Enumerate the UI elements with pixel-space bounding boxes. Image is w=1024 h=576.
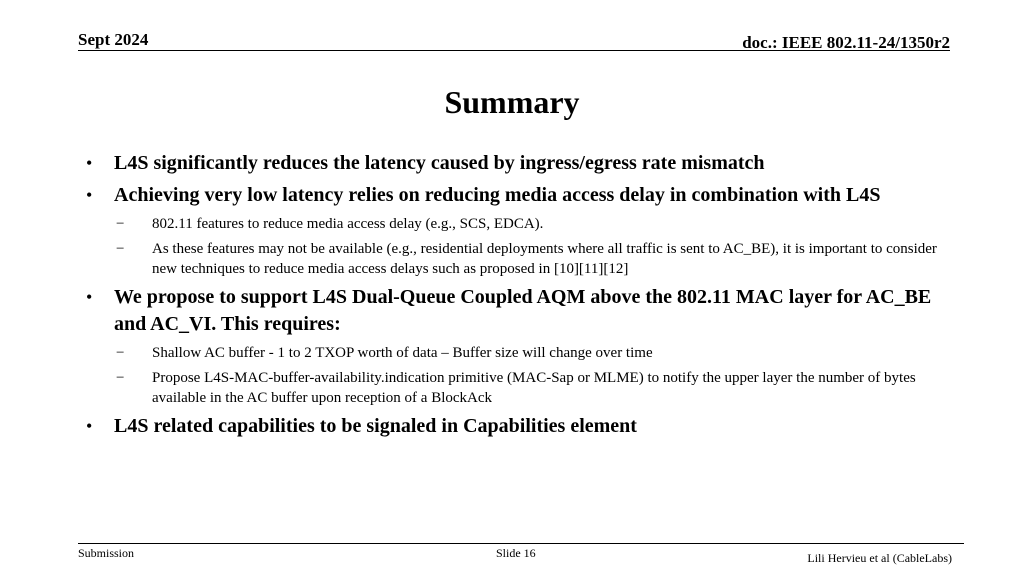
bullet-text: L4S significantly reduces the latency caused by ingress/egress rate mismatch (114, 152, 765, 174)
sub-bullet-3-1 (86, 343, 946, 363)
bullet-2 (86, 182, 946, 209)
sub-bullet-text: Shallow AC buffer - 1 to 2 TXOP worth of data – Buffer size will change over time (152, 345, 653, 361)
bullet-3 (86, 284, 946, 338)
sub-bullet-text: As these features may not be available (e.g., residential deployments where all traffic is sent to AC_BE), it is important to consider new techniques to reduce media access delays such as proposed in [10][11][12] (152, 241, 937, 277)
bullet-4 (86, 413, 946, 440)
sub-bullet-text: 802.11 features to reduce media access delay (e.g., SCS, EDCA). (152, 216, 544, 232)
sub-bullet-2-1 (86, 214, 946, 234)
slide-title: Summary (444, 84, 580, 120)
sub-bullet-text: Propose L4S-MAC-buffer-availability.indication primitive (MAC-Sap or MLME) to notify the upper layer the number of bytes available in the AC buffer upon reception of a BlockAck (152, 370, 916, 406)
dash-marker: − (116, 216, 125, 232)
footer-slide-number: Slide 16 (496, 546, 536, 560)
bullet-1 (86, 150, 946, 177)
bullet-text: Achieving very low latency relies on reducing media access delay in combination with L4S (114, 184, 881, 206)
bullet-marker: • (86, 153, 93, 173)
bullet-text: We propose to support L4S Dual-Queue Coupled AQM above the 802.11 MAC layer for AC_BE and AC_VI. This requires: (114, 286, 932, 335)
header-date: Sept 2024 (78, 30, 149, 49)
dash-marker: − (116, 241, 125, 257)
header-doc-id: doc.: IEEE 802.11-24/1350r2 (742, 33, 950, 52)
bullet-marker: • (86, 416, 93, 436)
bullet-marker: • (86, 287, 93, 307)
header-divider (78, 50, 950, 51)
dash-marker: − (116, 370, 125, 386)
slide-body (86, 150, 946, 445)
footer-divider (78, 543, 964, 544)
sub-bullet-2-2 (86, 239, 946, 279)
bullet-marker: • (86, 185, 93, 205)
footer-author: Lili Hervieu et al (CableLabs) (807, 551, 952, 565)
dash-marker: − (116, 345, 125, 361)
sub-bullet-3-2 (86, 368, 946, 408)
footer-submission: Submission (78, 546, 135, 560)
bullet-text: L4S related capabilities to be signaled in Capabilities element (114, 415, 637, 437)
